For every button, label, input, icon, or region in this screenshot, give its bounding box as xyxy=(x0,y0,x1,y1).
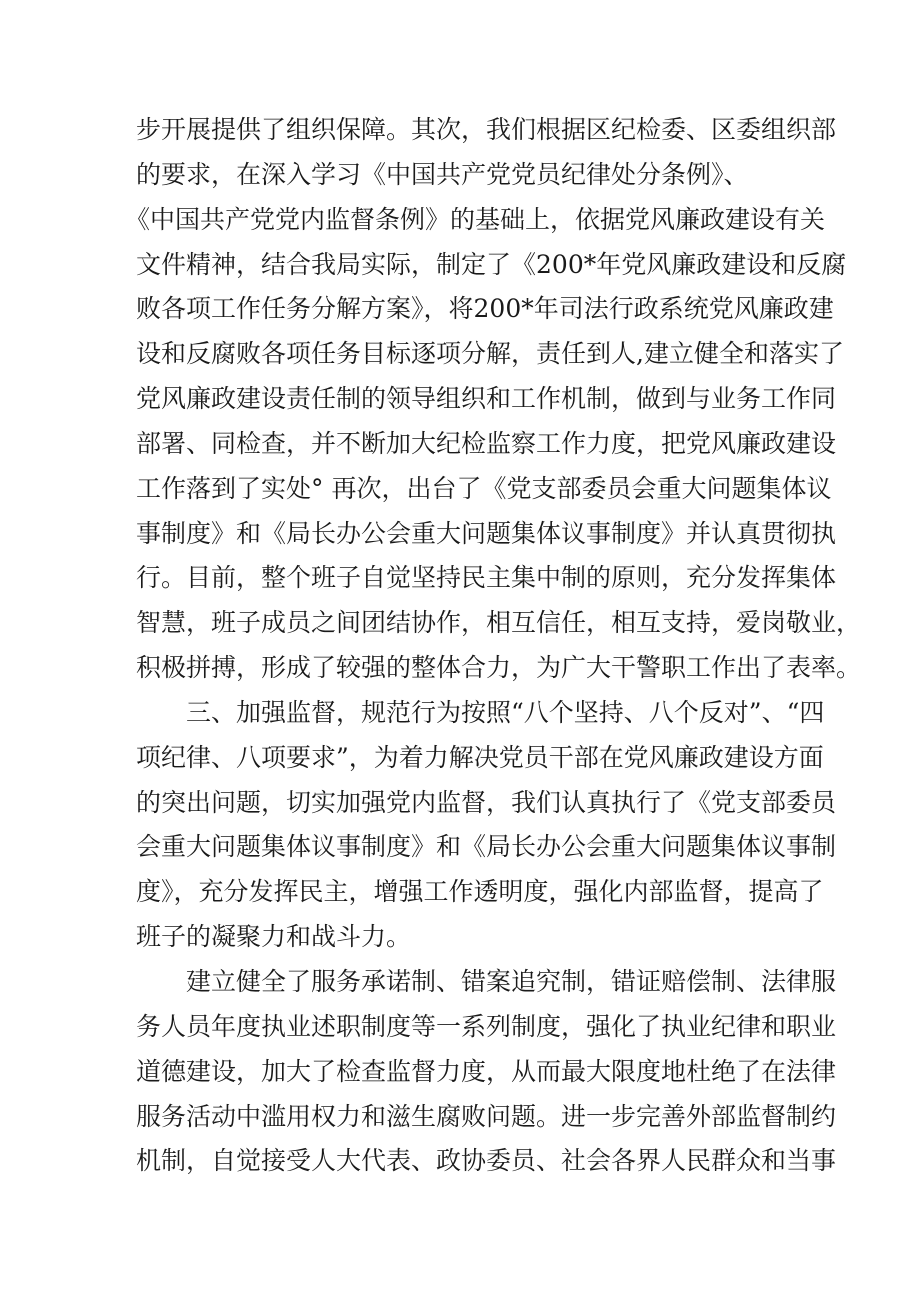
text-line: 班子的凝聚力和战斗力。 xyxy=(136,922,412,951)
text-line: 《中国共产党党内监督条例》的基础上，依据党风廉政建设有关 xyxy=(125,205,826,234)
text-line: 行。目前，整个班子自觉坚持民主集中制的原则，充分发挥集体 xyxy=(136,563,837,592)
text-line: 项纪律、八项要求”，为着力解决党员干部在党风廉政建设方面 xyxy=(136,743,824,772)
text-line: 会重大问题集体议事制度》和《局长办公会重大问题集体议事制 xyxy=(136,832,837,861)
text-line: 道德建设，加大了检查监督力度，从而最大限度地杜绝了在法律 xyxy=(136,1057,837,1086)
text-line: 三、加强监督，规范行为按照“八个坚持、八个反对”、“四 xyxy=(186,698,825,727)
text-line: 的要求，在深入学习《中国共产党党员纪律处分条例》、 xyxy=(136,160,749,189)
text-line: 败各项工作任务分解方案》，将200*年司法行政系统党风廉政建 xyxy=(136,294,834,323)
text-line: 事制度》和《局长办公会重大问题集体议事制度》并认真贯彻执 xyxy=(136,519,837,548)
text-line: 度》，充分发挥民主，增强工作透明度，强化内部监督，提高了 xyxy=(136,877,824,906)
text-line: 务人员年度执业述职制度等一系列制度，强化了执业纪律和职业 xyxy=(136,1012,837,1041)
text-line: 机制，自觉接受人大代表、政协委员、社会各界人民群众和当事 xyxy=(136,1146,837,1175)
text-line: 服务活动中滥用权力和滋生腐败问题。进一步完善外部监督制约 xyxy=(136,1102,837,1131)
text-line: 建立健全了服务承诺制、错案追究制，错证赔偿制、法律服 xyxy=(186,967,837,996)
text-line: 步开展提供了组织保障。其次，我们根据区纪检委、区委组织部 xyxy=(136,115,837,144)
text-line: 智慧，班子成员之间团结协作，相互信任，相互支持，爱岗敬业， xyxy=(136,608,862,637)
text-line: 设和反腐败各项任务目标逐项分解，责任到人,建立健全和落实了 xyxy=(136,339,844,368)
text-line: 积极拼搏，形成了较强的整体合力，为广大干警职工作出了表率。 xyxy=(136,653,862,682)
text-line: 部署、同检查，并不断加大纪检监察工作力度，把党风廉政建设 xyxy=(136,429,837,458)
text-line: 党风廉政建设责任制的领导组织和工作机制，做到与业务工作同 xyxy=(136,384,837,413)
text-line: 工作落到了实处° 再次，出台了《党支部委员会重大问题集体议 xyxy=(136,474,832,503)
text-line: 文件精神，结合我局实际，制定了《200*年党风廉政建设和反腐 xyxy=(136,250,847,279)
text-line: 的突出问题，切实加强党内监督，我们认真执行了《党支部委员 xyxy=(136,788,837,817)
